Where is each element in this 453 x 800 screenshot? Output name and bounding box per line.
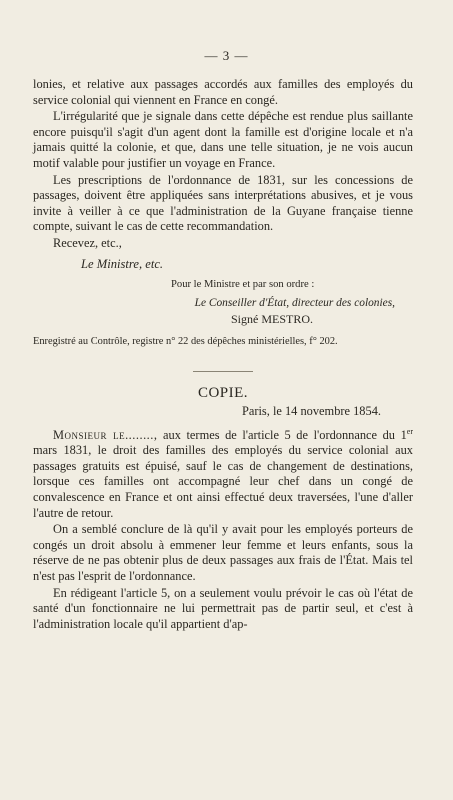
closing: Recevez, etc., — [53, 235, 122, 250]
section-divider — [193, 371, 253, 372]
copie-paragraph: Monsieur le........, aux termes de l'article 5 de l'ordonnance du 1er mars 1831, le droit des familles des employés du service colonial aux passages gratuits est épuisé, sauf le cas de changement de destinations, lorsque ces familles ont accompagné leur chef dans un congé de convalescence en France et ont ainsi effectué deux traversées, l'une d'aller l'autre de retour. — [33, 426, 413, 520]
copie-paragraph: On a semblé conclure de là qu'il y avait pour les employés porteurs de congés un droit absolu à emmener leur femme et leurs enfants, sous la réserve de ne pas obtenir plus de deux passages aux frais de l'État. Mais tel n'est pas l'esprit de l'ordonnance. — [33, 522, 413, 584]
letter-date: Paris, le 14 novembre 1854. — [241, 404, 381, 419]
paragraph: L'irrégularité que je signale dans cette dépêche est rendue plus saillante encore puisqu'il s'agit d'un agent dont la famille est d'origine locale et n'a jamais quitté la colonie, et que, dans une telle situation, je ne vois aucun motif valable pour justifier un voyage en France. — [33, 109, 413, 170]
registration-note: Enregistré au Contrôle, registre n° 22 des dépêches ministérielles, f° 202. — [33, 335, 338, 347]
page-number: — 3 — — [204, 48, 249, 63]
page-body — [33, 77, 413, 632]
signature-signed: Signé MESTRO. — [231, 312, 314, 327]
paragraph: Les prescriptions de l'ordonnance de 1831, sur les concessions de passages, doivent être appliquées sans interprétations abusives, et je vous invite à veiller à ce que l'administration de la Guyane française tienne compte, suivant le cas de cette recommandation. — [33, 172, 413, 234]
copie-heading: COPIE. — [197, 384, 249, 401]
signature-by-order: Pour le Ministre et par son ordre : — [171, 279, 315, 291]
signature-title: Le Conseiller d'État, directeur des colonies, — [194, 296, 395, 309]
paragraph: lonies, et relative aux passages accordés aux familles des employés du service colonial qui viennent en France en congé. — [33, 77, 413, 107]
salutation: Monsieur le........, — [53, 427, 158, 442]
signature-minister: Le Ministre, etc. — [81, 256, 164, 271]
copie-paragraph: En rédigeant l'article 5, on a seulement voulu prévoir le cas où l'état de santé d'un fonctionnaire ne lui permettrait pas de partir seul, et c'est à l'administration locale qu'il appartient d'ap- — [33, 585, 413, 631]
